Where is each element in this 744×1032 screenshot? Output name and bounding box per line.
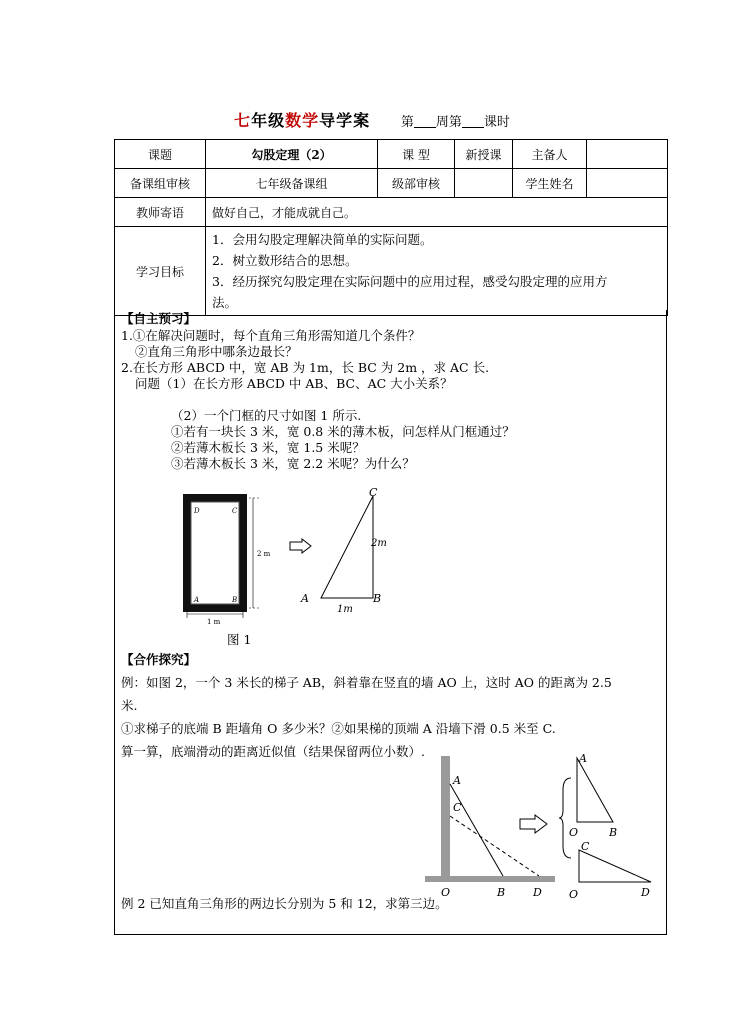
preparer-value[interactable] [587,140,668,169]
page-title [0,108,744,131]
topic-value: 勾股定理（2） [206,140,378,169]
small-triangle-aob [565,750,655,840]
title-doc-type: 导学案 [319,111,371,130]
wall [441,756,450,876]
student-name-label: 学生姓名 [513,169,587,198]
door-width-label: 1 m [207,618,221,626]
right-triangle-figure [299,486,409,616]
preview-line: ③若薄木板长 3 米，宽 2.2 米呢？为什么？ [171,456,415,471]
title-subject: 数学 [285,111,320,130]
ladder-label-a: A [453,774,461,787]
student-name-value[interactable] [587,169,668,198]
preview-line: 问题（1）在长方形 ABCD 中 AB、BC、AC 大小关系？ [135,376,453,391]
tri-label-b: B [373,592,382,605]
review-group-value: 七年级备课组 [206,169,378,198]
explore-line: 米. [121,698,138,713]
teacher-message-value: 做好自己，才能成就自己。 [206,198,668,227]
tri-width-label: 1m [337,604,353,615]
small-triangle-cod [565,836,665,906]
tri-height-label: 2m [371,538,387,549]
preview-line: ①若有一块长 3 米，宽 0.8 米的薄木板，问怎样从门框通过？ [171,424,515,439]
goal-item: 1．会用勾股定理解决简单的实际问题。 [212,232,433,247]
topic-label: 课题 [115,140,206,169]
door-label-d: D [194,507,200,515]
goals-label: 学习目标 [115,227,206,316]
explore-line: ①求梯子的底端 B 距墙角 O 多少米？②如果梯的顶端 A 沿墙下滑 0.5 米至 C. [121,721,556,736]
content-box [114,310,667,935]
title-grade-number: 七 [234,111,252,130]
triangle-abc [321,496,373,598]
ladder-ab [450,784,503,876]
door-inner [191,502,239,604]
explore-heading: 【合作探究】 [121,652,197,667]
goals-list [206,227,668,316]
ladder-label-b: B [497,886,506,899]
preview-line: （2）一个门框的尺寸如图 1 所示. [171,408,362,423]
explore-line: 算一算，底端滑动的距离近似值（结果保留两位小数）. [121,744,425,759]
ladder-label-d: D [533,886,542,899]
door-height-label: 2 m [257,550,271,558]
explore-line: 例：如图 2，一个 3 米长的梯子 AB，斜着靠在竖直的墙 AO 上，这时 AO 的距离为 2.5 [121,675,612,690]
small2-label-c: C [581,840,590,853]
preview-line: ②若薄木板长 3 米，宽 1.5 米呢？ [171,440,365,455]
header-table [114,139,668,316]
goal-item: 2．树立数形结合的思想。 [212,253,358,268]
goal-item: 3．经历探究勾股定理在实际问题中的应用过程，感受勾股定理的应用方 [212,274,608,289]
preview-line: 1.①在解决问题时，每个直角三角形需知道几个条件？ [121,328,421,343]
dept-review-value[interactable] [455,169,513,198]
small1-label-a: A [579,752,587,765]
ladder-label-c: C [453,801,462,814]
small1-label-b: B [609,826,618,839]
class-type-value: 新授课 [455,140,513,169]
door-frame-figure [181,490,281,630]
preview-line: ②直角三角形中哪条边最长？ [135,344,298,359]
preparer-label: 主备人 [513,140,587,169]
door-label-c: C [232,507,238,515]
title-grade-word: 年级 [251,111,286,130]
ground [425,876,555,882]
tri-label-a: A [301,592,309,605]
door-label-b: B [232,596,238,604]
ladder-label-o: O [441,886,451,899]
class-type-label: 课 型 [378,140,455,169]
door-label-a: A [194,596,200,604]
goal-item: 法。 [212,295,238,310]
review-group-label: 备课组审核 [115,169,206,198]
arrow-right-icon [519,814,549,834]
small2-label-o: O [569,888,579,901]
preview-heading: 【自主预习】 [121,311,197,326]
tri-label-c: C [369,486,378,499]
small2-label-d: D [641,886,650,899]
preview-line: 2.在长方形 ABCD 中，宽 AB 为 1m，长 BC 为 2m ，求 AC 长. [121,360,490,375]
lesson-period: 第 周第 课时 [400,115,510,130]
teacher-message-label: 教师寄语 [115,198,206,227]
small1-label-o: O [569,826,579,839]
example-2-line: 例 2 已知直角三角形的两边长分别为 5 和 12，求第三边。 [121,896,448,911]
figure-1-caption: 图 1 [227,632,252,647]
dept-review-label: 级部审核 [378,169,455,198]
